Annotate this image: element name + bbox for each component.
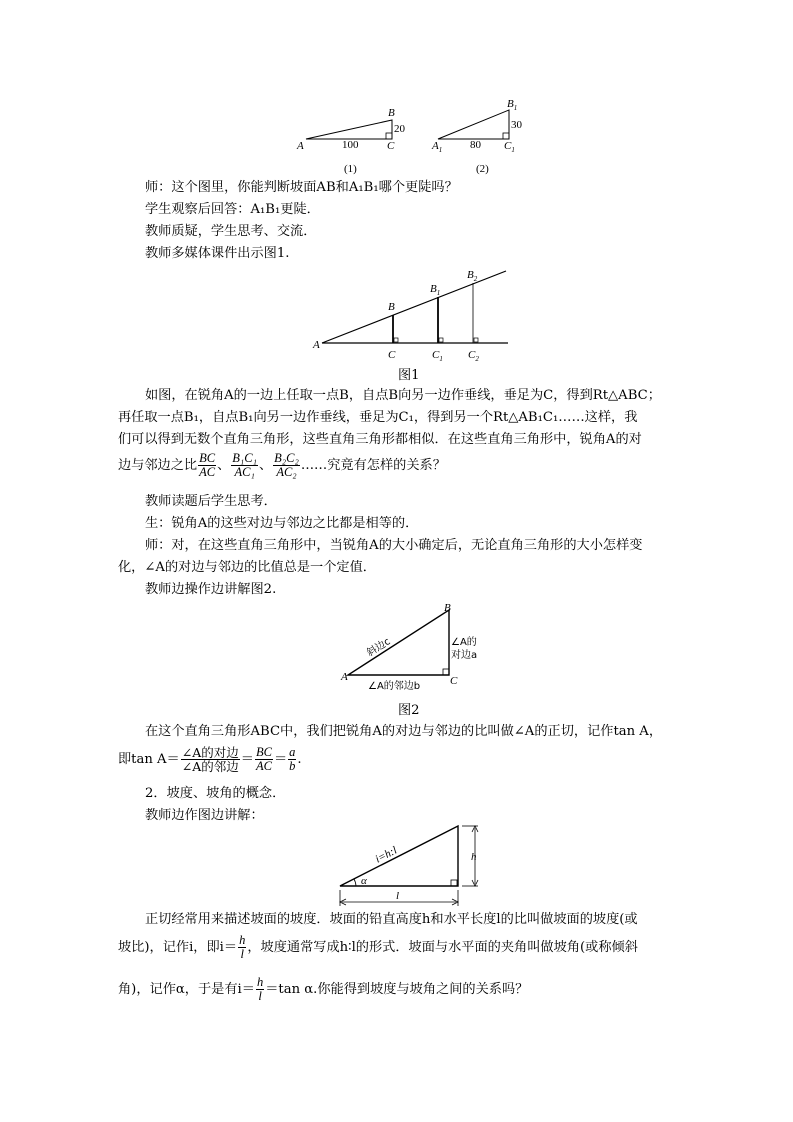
ratio-separator: 、 <box>217 458 231 473</box>
slope-text: ，坡度通常写成h∶l的形式．坡面与水平面的夹角叫做坡角(或称倾斜 <box>247 940 638 955</box>
adjacent-label: ∠A的邻边b <box>368 681 421 692</box>
fraction-denominator: AC₂ <box>276 465 297 479</box>
slope-triangle-1 <box>306 120 392 139</box>
text-line: 如图，在锐角A的一边上任取一点B，自点B向另一边作垂线，垂足为C，得到Rt△ABC； <box>145 388 661 403</box>
label-C: C <box>387 140 395 152</box>
base-length-2: 80 <box>470 139 481 151</box>
formula-prefix: 即tan A＝ <box>118 752 180 767</box>
label-C: C <box>450 675 458 687</box>
tan-formula <box>118 746 302 773</box>
label-B: B <box>388 107 395 119</box>
text-line: 们可以得到无数个直角三角形，这些直角三角形都相似．在这些直角三角形中，锐角A的对 <box>118 432 642 447</box>
label-B1: $B_1$ <box>507 98 518 112</box>
length-label: l <box>396 890 400 902</box>
formula-end: . <box>297 752 302 767</box>
equals-sign: ＝ <box>273 752 288 767</box>
right-angle-mark <box>474 338 478 342</box>
fraction-numerator: B₂C₂ <box>274 451 299 465</box>
fraction-numerator: h <box>239 933 246 947</box>
ratio-prefix: 边与邻边之比 <box>118 458 198 473</box>
caption-1: (1) <box>344 163 357 175</box>
figure-2-caption: 图2 <box>398 703 420 718</box>
fraction-b1c1-ac1 <box>231 452 258 479</box>
fraction-h-l <box>256 976 264 1003</box>
slope-formula-line <box>118 934 638 961</box>
label-C2: $C_2$ <box>468 349 479 363</box>
label-B1: $B_1$ <box>430 283 441 297</box>
slope-triangle <box>340 826 458 886</box>
slope-triangle-2 <box>438 110 509 139</box>
height-1: 20 <box>394 123 405 135</box>
fraction-numerator: BC <box>255 745 272 759</box>
label-A: A <box>313 339 320 351</box>
fraction-numerator: ∠A的对边 <box>181 745 239 760</box>
fraction-denominator: AC <box>255 759 272 773</box>
label-A1: $A_1$ <box>432 140 443 154</box>
right-angle-mark <box>451 880 457 886</box>
caption-2: (2) <box>476 163 489 175</box>
fraction-numerator: B₁C₁ <box>232 451 257 465</box>
figure-1-svg <box>310 264 525 364</box>
text-line: 生：锐角A的这些对边与邻边之比都是相等的． <box>145 516 419 531</box>
opposite-label: ∠A的 <box>451 637 477 648</box>
text-line: 再任取一点B₁，自点B₁向另一边作垂线，垂足为C₁，得到另一个Rt△AB₁C₁……这样，我 <box>118 410 638 425</box>
text-line: 教师边作图边讲解： <box>145 808 264 823</box>
slope-angle-line <box>118 976 528 1003</box>
right-triangle-ABC <box>348 610 449 675</box>
text-line: 教师质疑，学生思考、交流． <box>145 224 317 239</box>
text-line: 师：这个图里，你能判断坡面AB和A₁B₁哪个更陡吗？ <box>145 180 458 195</box>
figure-slope-svg <box>330 822 490 908</box>
text-line: 教师边操作边讲解图2. <box>145 582 277 597</box>
slope-ratio-label: i=h:l <box>373 844 400 866</box>
ratio-separator: 、 <box>258 458 273 473</box>
text-line: 教师多媒体课件出示图1. <box>145 246 290 261</box>
fraction-numerator: a <box>289 745 296 759</box>
right-angle-mark <box>443 669 449 675</box>
slope-text: 坡比)，记作i，即i＝ <box>118 940 238 955</box>
fraction-denominator: l <box>258 989 262 1003</box>
right-angle-mark <box>439 338 443 342</box>
base-length-1: 100 <box>342 139 359 151</box>
text-line: 正切经常用来描述坡面的坡度．坡面的铅直高度h和水平长度l的比叫做坡面的坡度(或 <box>145 912 638 927</box>
figure-slope <box>330 822 490 908</box>
text-line: 在这个直角三角形ABC中，我们把锐角A的对边与邻边的比叫做∠A的正切，记作tan A， <box>145 724 663 739</box>
fraction-h-l <box>238 934 246 961</box>
right-angle-mark <box>394 338 398 342</box>
angle-arc <box>354 879 356 886</box>
fraction-opposite-adjacent <box>181 746 240 773</box>
label-A: A <box>297 140 304 152</box>
fraction-denominator: AC <box>199 465 216 479</box>
label-C1: $C_1$ <box>432 349 443 363</box>
label-B: B <box>388 301 395 313</box>
fraction-denominator: b <box>289 759 296 773</box>
fraction-numerator: h <box>256 975 264 989</box>
slope-text: ＝tan α.你能得到坡度与坡角之间的关系吗？ <box>265 982 529 997</box>
fraction-denominator: ∠A的邻边 <box>181 759 239 774</box>
label-A: A <box>341 671 348 683</box>
text-line: 学生观察后回答：A₁B₁更陡． <box>145 202 320 217</box>
figure-2 <box>338 600 488 692</box>
alpha-label: α <box>361 875 367 887</box>
fraction-b2c2-ac2 <box>273 452 300 479</box>
fraction-numerator: BC <box>199 451 216 465</box>
slant-ray <box>322 271 506 343</box>
height-label: h <box>471 851 477 863</box>
ratio-line <box>118 452 446 479</box>
figure-2-svg <box>338 600 488 692</box>
fraction-denominator: l <box>240 947 244 961</box>
height-2: 30 <box>511 119 522 131</box>
label-B: B <box>444 602 451 614</box>
label-C1: $C_1$ <box>504 140 515 154</box>
text-line: 师：对，在这些直角三角形中，当锐角A的大小确定后，无论直角三角形的大小怎样变 <box>145 538 643 553</box>
text-line: 教师读题后学生思考． <box>145 494 277 509</box>
figure-1 <box>310 264 525 364</box>
fraction-a-b <box>288 746 296 773</box>
fraction-bc-ac <box>255 746 273 773</box>
slope-text: 角)，记作α，于是有i＝ <box>118 982 255 997</box>
figure-1-caption: 图1 <box>398 368 420 383</box>
equals-sign: ＝ <box>240 752 254 767</box>
ratio-suffix: ……究竟有怎样的关系？ <box>300 458 446 473</box>
opposite-label: 对边a <box>451 650 478 661</box>
figure-two-slopes-svg <box>290 100 530 180</box>
text-line: 2．坡度、坡角的概念． <box>145 786 286 801</box>
label-C: C <box>388 349 396 361</box>
label-B2: $B_2$ <box>467 269 478 283</box>
hypotenuse-label: 斜边c <box>365 636 393 660</box>
right-angle-mark <box>386 133 392 139</box>
right-angle-mark <box>503 133 509 139</box>
text-line: 化，∠A的对边与邻边的比值总是一个定值． <box>118 560 376 575</box>
fraction-bc-ac <box>198 452 216 479</box>
fraction-denominator: AC₁ <box>234 465 255 479</box>
figure-two-slopes <box>290 100 530 180</box>
